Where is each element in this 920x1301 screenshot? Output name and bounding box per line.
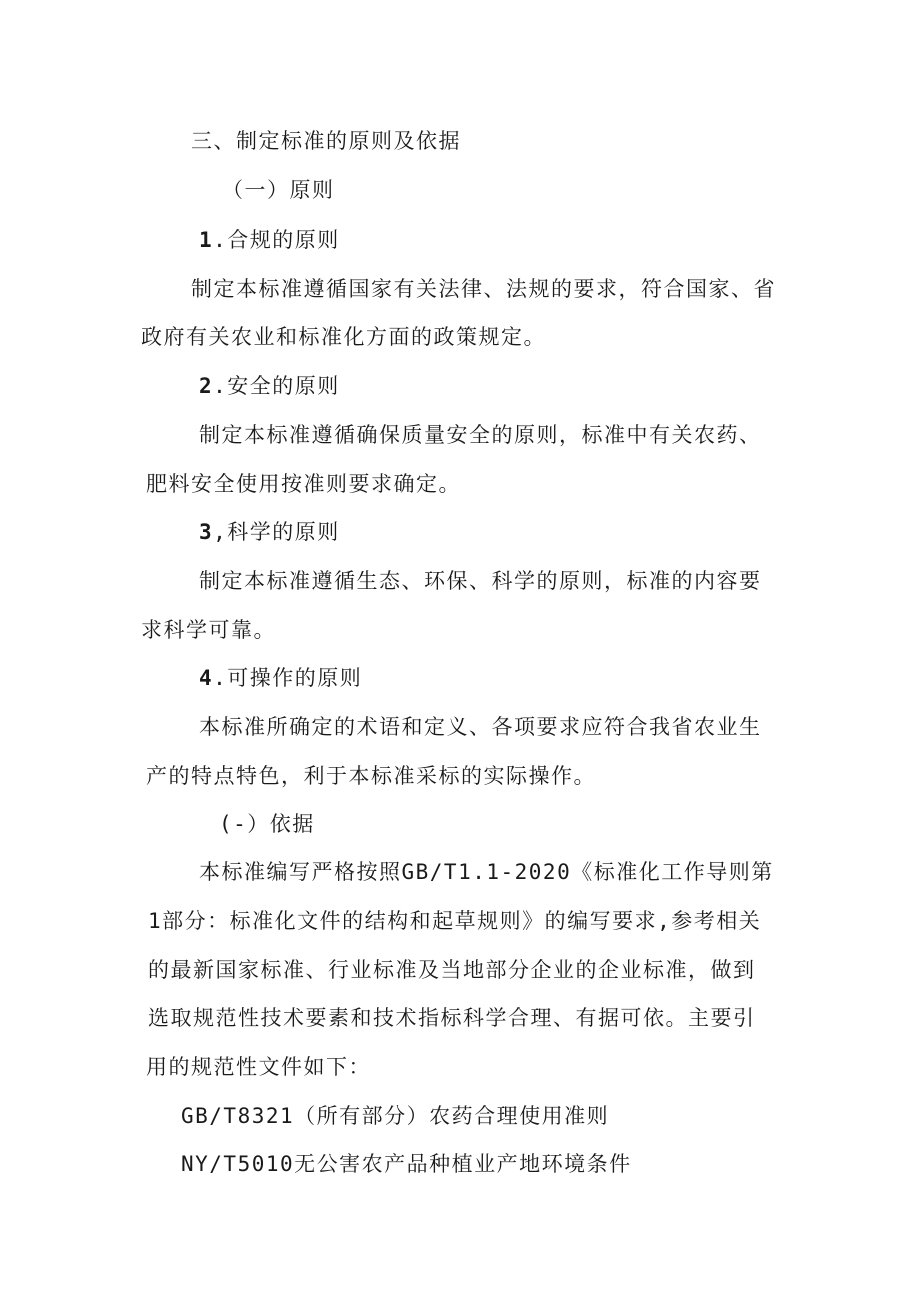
principle-2-heading [199,372,340,400]
principle-4-number: 4 [199,666,214,690]
principle-1-heading [199,226,340,254]
basis-heading: (-）依据 [219,812,315,836]
principle-3-title: ,科学的原则 [213,520,340,544]
principle-4-text-line1: 本标准所确定的术语和定义、各项要求应符合我省农业生 [199,715,762,739]
basis-text-line1: 本标准编写严格按照GB/T1.1-2020《标准化工作导则第 [199,860,774,884]
principle-2-number: 2 [199,374,214,398]
principle-3-text-line1: 制定本标准遵循生态、环保、科学的原则，标准的内容要 [199,569,762,593]
principles-heading: （一）原则 [222,178,335,202]
principle-2-title: .安全的原则 [213,374,340,398]
principle-4-text-line2: 产的特点特色，利于本标准采标的实际操作。 [146,764,596,788]
principle-2-text-line1: 制定本标准遵循确保质量安全的原则，标准中有关农药、 [199,423,762,447]
principle-4-heading [199,664,362,692]
principle-3-heading [199,518,340,546]
basis-text-line2: 1部分：标准化文件的结构和起草规则》的编写要求,参考相关 [148,909,762,933]
principle-1-title: .合规的原则 [213,228,340,252]
basis-text-line3: 的最新国家标准、行业标准及当地部分企业的企业标准，做到 [148,958,756,982]
principle-1-text-line1: 制定本标准遵循国家有关法律、法规的要求，符合国家、省 [191,277,776,301]
principle-3-text-line2: 求科学可靠。 [141,618,276,642]
reference-item-1: GB/T8321（所有部分）农药合理使用准则 [181,1104,610,1128]
principle-4-title: .可操作的原则 [213,666,363,690]
principle-1-text-line2: 政府有关农业和标准化方面的政策规定。 [141,325,546,349]
principle-1-number: 1 [199,228,214,252]
reference-item-2: NY/T5010无公害农产品种植业产地环境条件 [181,1152,632,1176]
principle-2-text-line2: 肥料安全使用按准则要求确定。 [146,472,461,496]
principle-3-number: 3 [199,520,214,544]
basis-text-line4: 选取规范性技术要素和技术指标科学合理、有据可依。主要引 [148,1006,756,1030]
section-heading: 三、制定标准的原则及依据 [191,129,461,153]
basis-text-line5: 用的规范性文件如下： [146,1055,371,1079]
